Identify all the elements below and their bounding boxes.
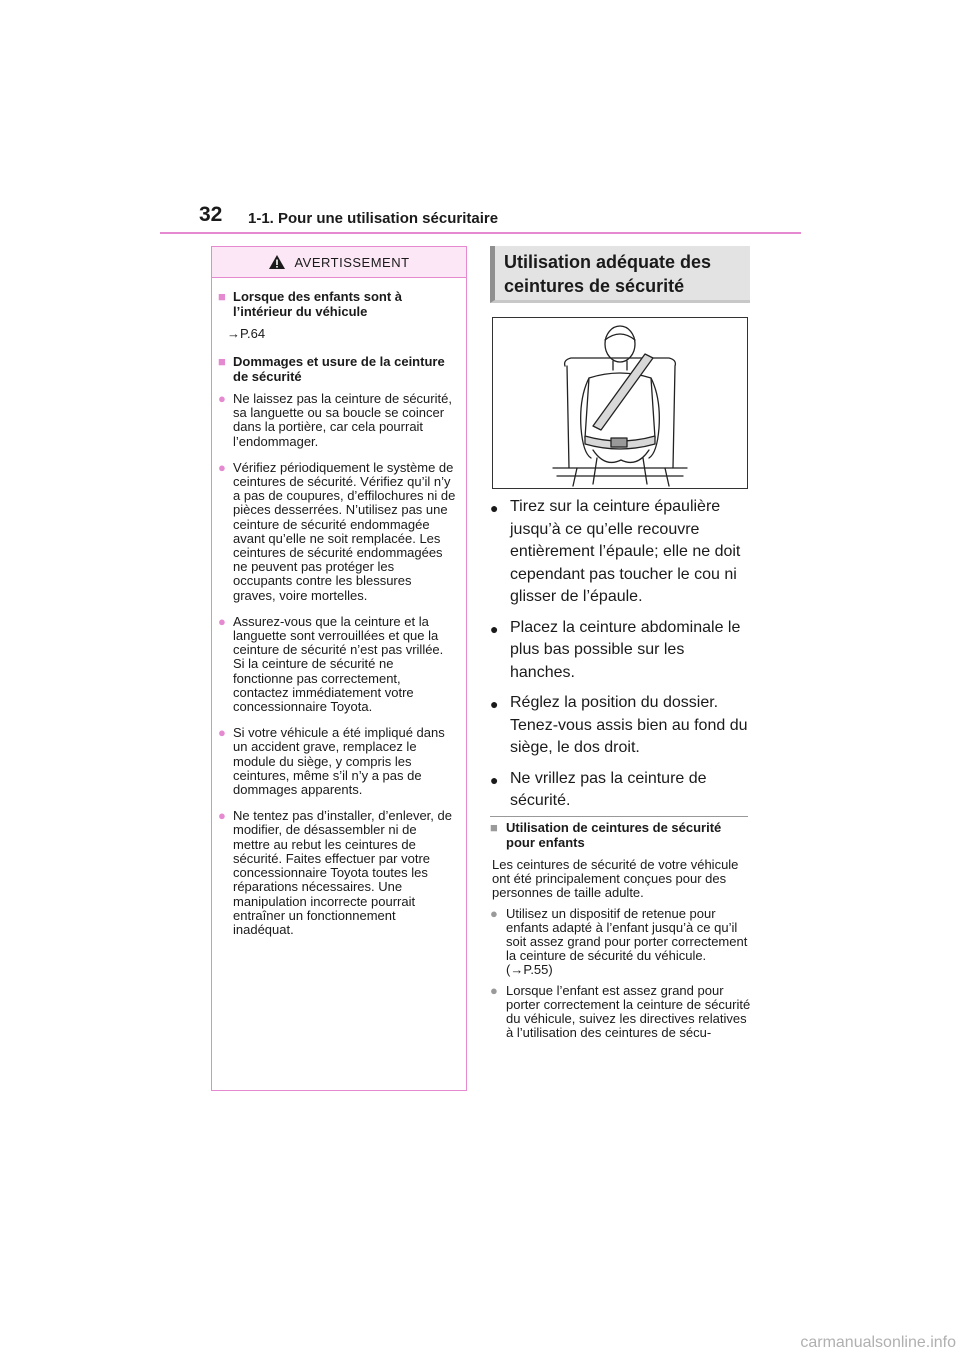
- section-heading: Utilisation adéquate des ceintures de sécurité: [490, 246, 750, 303]
- section-title: 1-1. Pour une utilisation sécuritaire: [248, 210, 499, 227]
- page-reference: →P.64: [227, 326, 266, 341]
- watermark: carmanualsonline.info: [800, 1334, 956, 1351]
- child-subheading: ■ Utilisation de ceintures de sécurité pour enfants: [490, 820, 722, 850]
- square-bullet-icon: ■: [218, 289, 226, 304]
- circle-bullet-icon: ●: [490, 696, 499, 712]
- warning-bullet: ● Si votre véhicule a été impliqué dans un accident grave, remplacez le module du siège, y compris les ceintures, même s’il n’y a pas de dommages apparents.: [218, 725, 445, 798]
- warning-bullet: ● Ne tentez pas d’installer, d’enlever, de modifier, de désassembler ni de mettre au rebut les ceintures de sécurité. Faites effectuer par votre concessionnaire Toyota toutes les réparations nécessaires. Une manipulation incorrecte pourrait entraîner un fonctionnement inadéquat.: [218, 808, 452, 937]
- warning-bullet: ● Ne laissez pas la ceinture de sécurité, sa languette ou sa boucle se coincer dans la portière, car cela pourrait l’endommager.: [218, 391, 452, 449]
- seatbelt-instructions: [490, 496, 752, 821]
- warning-body: [212, 278, 466, 937]
- instruction-bullet: ● Réglez la position du dossier. Tenez-vous assis bien au fond du siège, le dos droit.: [490, 692, 752, 760]
- child-seatbelt-section: [490, 821, 752, 1046]
- child-bullet: ● Utilisez un dispositif de retenue pour enfants adapté à l’enfant jusqu’à ce qu’il soit assez grand pour porter correctement la ceinture de sécurité du véhicule. (→P.55): [490, 905, 748, 978]
- warning-box: [211, 246, 467, 1091]
- circle-bullet-icon: ●: [490, 620, 499, 637]
- circle-bullet-icon: ●: [490, 905, 498, 921]
- warning-subheading: ■ Dommages et usure de la ceinture de sécurité: [218, 354, 445, 384]
- circle-bullet-icon: ●: [490, 982, 498, 998]
- divider: [490, 816, 748, 817]
- instruction-bullet: ● Ne vrillez pas la ceinture de sécurité.: [490, 768, 752, 813]
- warning-header: [212, 247, 466, 278]
- seatbelt-illustration: [492, 317, 748, 489]
- square-bullet-icon: ■: [218, 354, 226, 369]
- circle-bullet-icon: ●: [490, 500, 499, 516]
- warning-triangle-icon: [268, 254, 286, 270]
- warning-subheading: ■ Lorsque des enfants sont à l’intérieur du véhicule: [218, 289, 403, 319]
- seated-person-seatbelt-icon: [493, 318, 747, 488]
- circle-bullet-icon: ●: [218, 391, 226, 406]
- page-number: 32: [199, 203, 223, 226]
- circle-bullet-icon: ●: [218, 459, 226, 475]
- header-rule: [160, 232, 801, 234]
- warning-title: AVERTISSEMENT: [294, 254, 410, 270]
- square-bullet-icon: ■: [490, 820, 498, 835]
- child-intro-text: Les ceintures de sécurité de votre véhicule ont été principalement conçues pour des personnes de taille adulte.: [492, 857, 739, 901]
- child-bullet: ● Lorsque l’enfant est assez grand pour porter correctement la ceinture de sécurité du véhicule, suivez les directives relatives à l’utilisation des ceintures de sécu-: [490, 982, 751, 1041]
- circle-bullet-icon: ●: [218, 725, 226, 741]
- warning-bullet-continued: Si la ceinture de sécurité ne fonctionne pas correctement, contactez immédiatement votre concessionnaire Toyota.: [233, 656, 414, 715]
- instruction-bullet: ● Tirez sur la ceinture épaulière jusqu’à ce qu’elle recouvre entièrement l’épaule; elle ne doit cependant pas toucher le cou ni glisser de l’épaule.: [490, 496, 752, 609]
- warning-bullet: ● Vérifiez périodiquement le système de ceintures de sécurité. Vérifiez qu’il n’y a pas de coupures, d’effilochures ni de pièces desserrées. N’utilisez pas une ceinture de sécurité endommagée avant qu’elle ne soit remplacée. Les ceintures de sécurité endommagées ne peuvent pas protéger les occupants contre les blessures graves, voire mortelles.: [218, 459, 456, 603]
- circle-bullet-icon: ●: [218, 613, 226, 629]
- warning-bullet: ● Assurez-vous que la ceinture et la languette sont verrouillées et que la ceinture de sécurité n’est pas vrillée.: [218, 613, 444, 658]
- circle-bullet-icon: ●: [490, 771, 499, 788]
- circle-bullet-icon: ●: [218, 808, 226, 824]
- instruction-bullet: ● Placez la ceinture abdominale le plus bas possible sur les hanches.: [490, 617, 752, 685]
